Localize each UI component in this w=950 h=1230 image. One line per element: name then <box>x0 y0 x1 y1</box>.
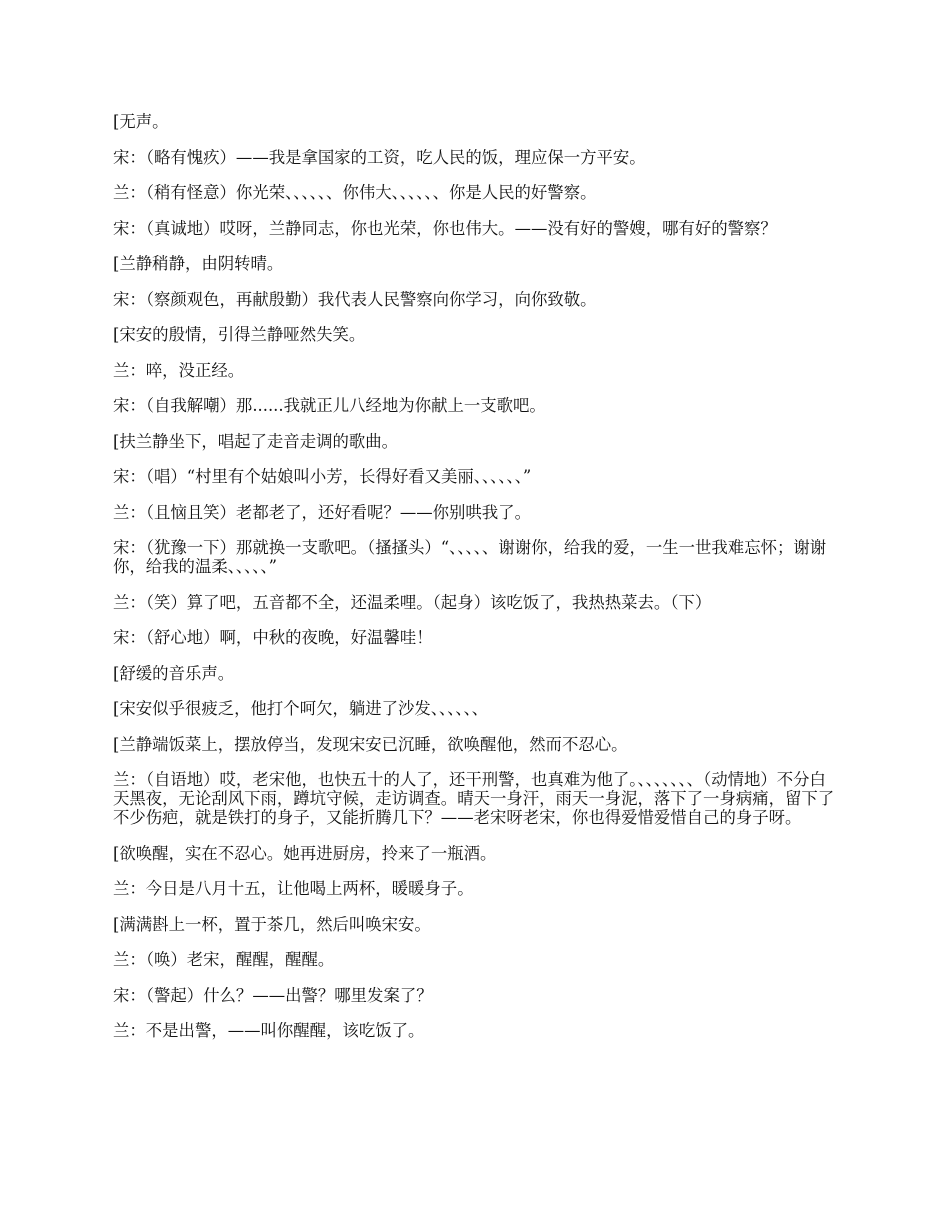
stage-direction: [无声。 <box>113 112 169 131</box>
stage-direction: [宋安似乎很疲乏，他打个呵欠，躺进了沙发、、、、、、 <box>113 699 489 718</box>
stage-direction: [舒缓的音乐声。 <box>113 663 235 683</box>
dialogue-line: 兰：（且恼且笑）老都老了，还好看呢？——你别哄我了。 <box>113 502 531 522</box>
script-body <box>113 112 840 1057</box>
dialogue-line: 宋：（察颜观色，再献殷勤）我代表人民警察向你学习，向你致敬。 <box>113 289 597 309</box>
stage-direction: [兰静稍静，由阴转晴。 <box>113 254 284 273</box>
dialogue-line: 宋：（唱）“村里有个姑娘叫小芳，长得好看又美丽、、、、、、” <box>113 467 532 486</box>
dialogue-line: 兰：（笑）算了吧，五音都不全，还温柔哩。（起身）该吃饭了，我热热菜去。（下） <box>113 592 712 612</box>
dialogue-line: 兰：（自语地）哎，老宋他，也快五十的人了，还干刑警，也真难为他了。、、、、、、、（动情地）不分白天黑夜，无论刮风下雨，蹲坑守候，走访调查。晴天一身汗，雨天一身泥，落下了一身病痛，留下了不少伤疤，就是铁打的身子，又能折腾几下？——老宋呀老宋，你也得爱惜爱惜自己的身子呀。 <box>113 770 835 827</box>
stage-direction: [欲唤醒，实在不忍心。她再进厨房，拎来了一瓶酒。 <box>113 843 497 863</box>
dialogue-line: 宋：（略有愧疚）——我是拿国家的工资，吃人民的饭，理应保一方平安。 <box>113 147 646 167</box>
stage-direction: [兰静端饭菜上，摆放停当，发现宋安已沉睡，欲唤醒他，然而不忍心。 <box>113 734 628 754</box>
stage-direction: [满满斟上一杯，置于茶几，然后叫唤宋安。 <box>113 914 431 934</box>
dialogue-line: 兰：不是出警，——叫你醒醒，该吃饭了。 <box>113 1021 425 1040</box>
dialogue-line: 兰：啐，没正经。 <box>113 360 245 380</box>
dialogue-line: 宋：（自我解嘲）那......我就正儿八经地为你献上一支歌吧。 <box>113 396 546 415</box>
dialogue-line: 宋：（舒心地）啊，中秋的夜晚，好温馨哇！ <box>113 628 433 647</box>
dialogue-line: 兰：（唤）老宋，醒醒，醒醒。 <box>113 950 335 969</box>
dialogue-line: 兰：（稍有怪意）你光荣、、、、、、你伟大、、、、、、你是人民的好警察。 <box>113 183 597 202</box>
dialogue-line: 宋：（警起）什么？——出警？哪里发案了？ <box>113 985 433 1005</box>
dialogue-line: 兰：今日是八月十五，让他喝上两杯，暖暖身子。 <box>113 879 474 898</box>
dialogue-line: 宋：（真诚地）哎呀，兰静同志，你也光荣，你也伟大。——没有好的警嫂，哪有好的警察？ <box>113 218 777 238</box>
stage-direction: [宋安的殷情，引得兰静哑然失笑。 <box>113 325 366 344</box>
stage-direction: [扶兰静坐下，唱起了走音走调的歌曲。 <box>113 431 399 451</box>
dialogue-line: 宋：（犹豫一下）那就换一支歌吧。（搔搔头）“、、、、、谢谢你，给我的爱，一生一世我难忘怀；谢谢你，给我的温柔、、、、、” <box>113 538 827 576</box>
